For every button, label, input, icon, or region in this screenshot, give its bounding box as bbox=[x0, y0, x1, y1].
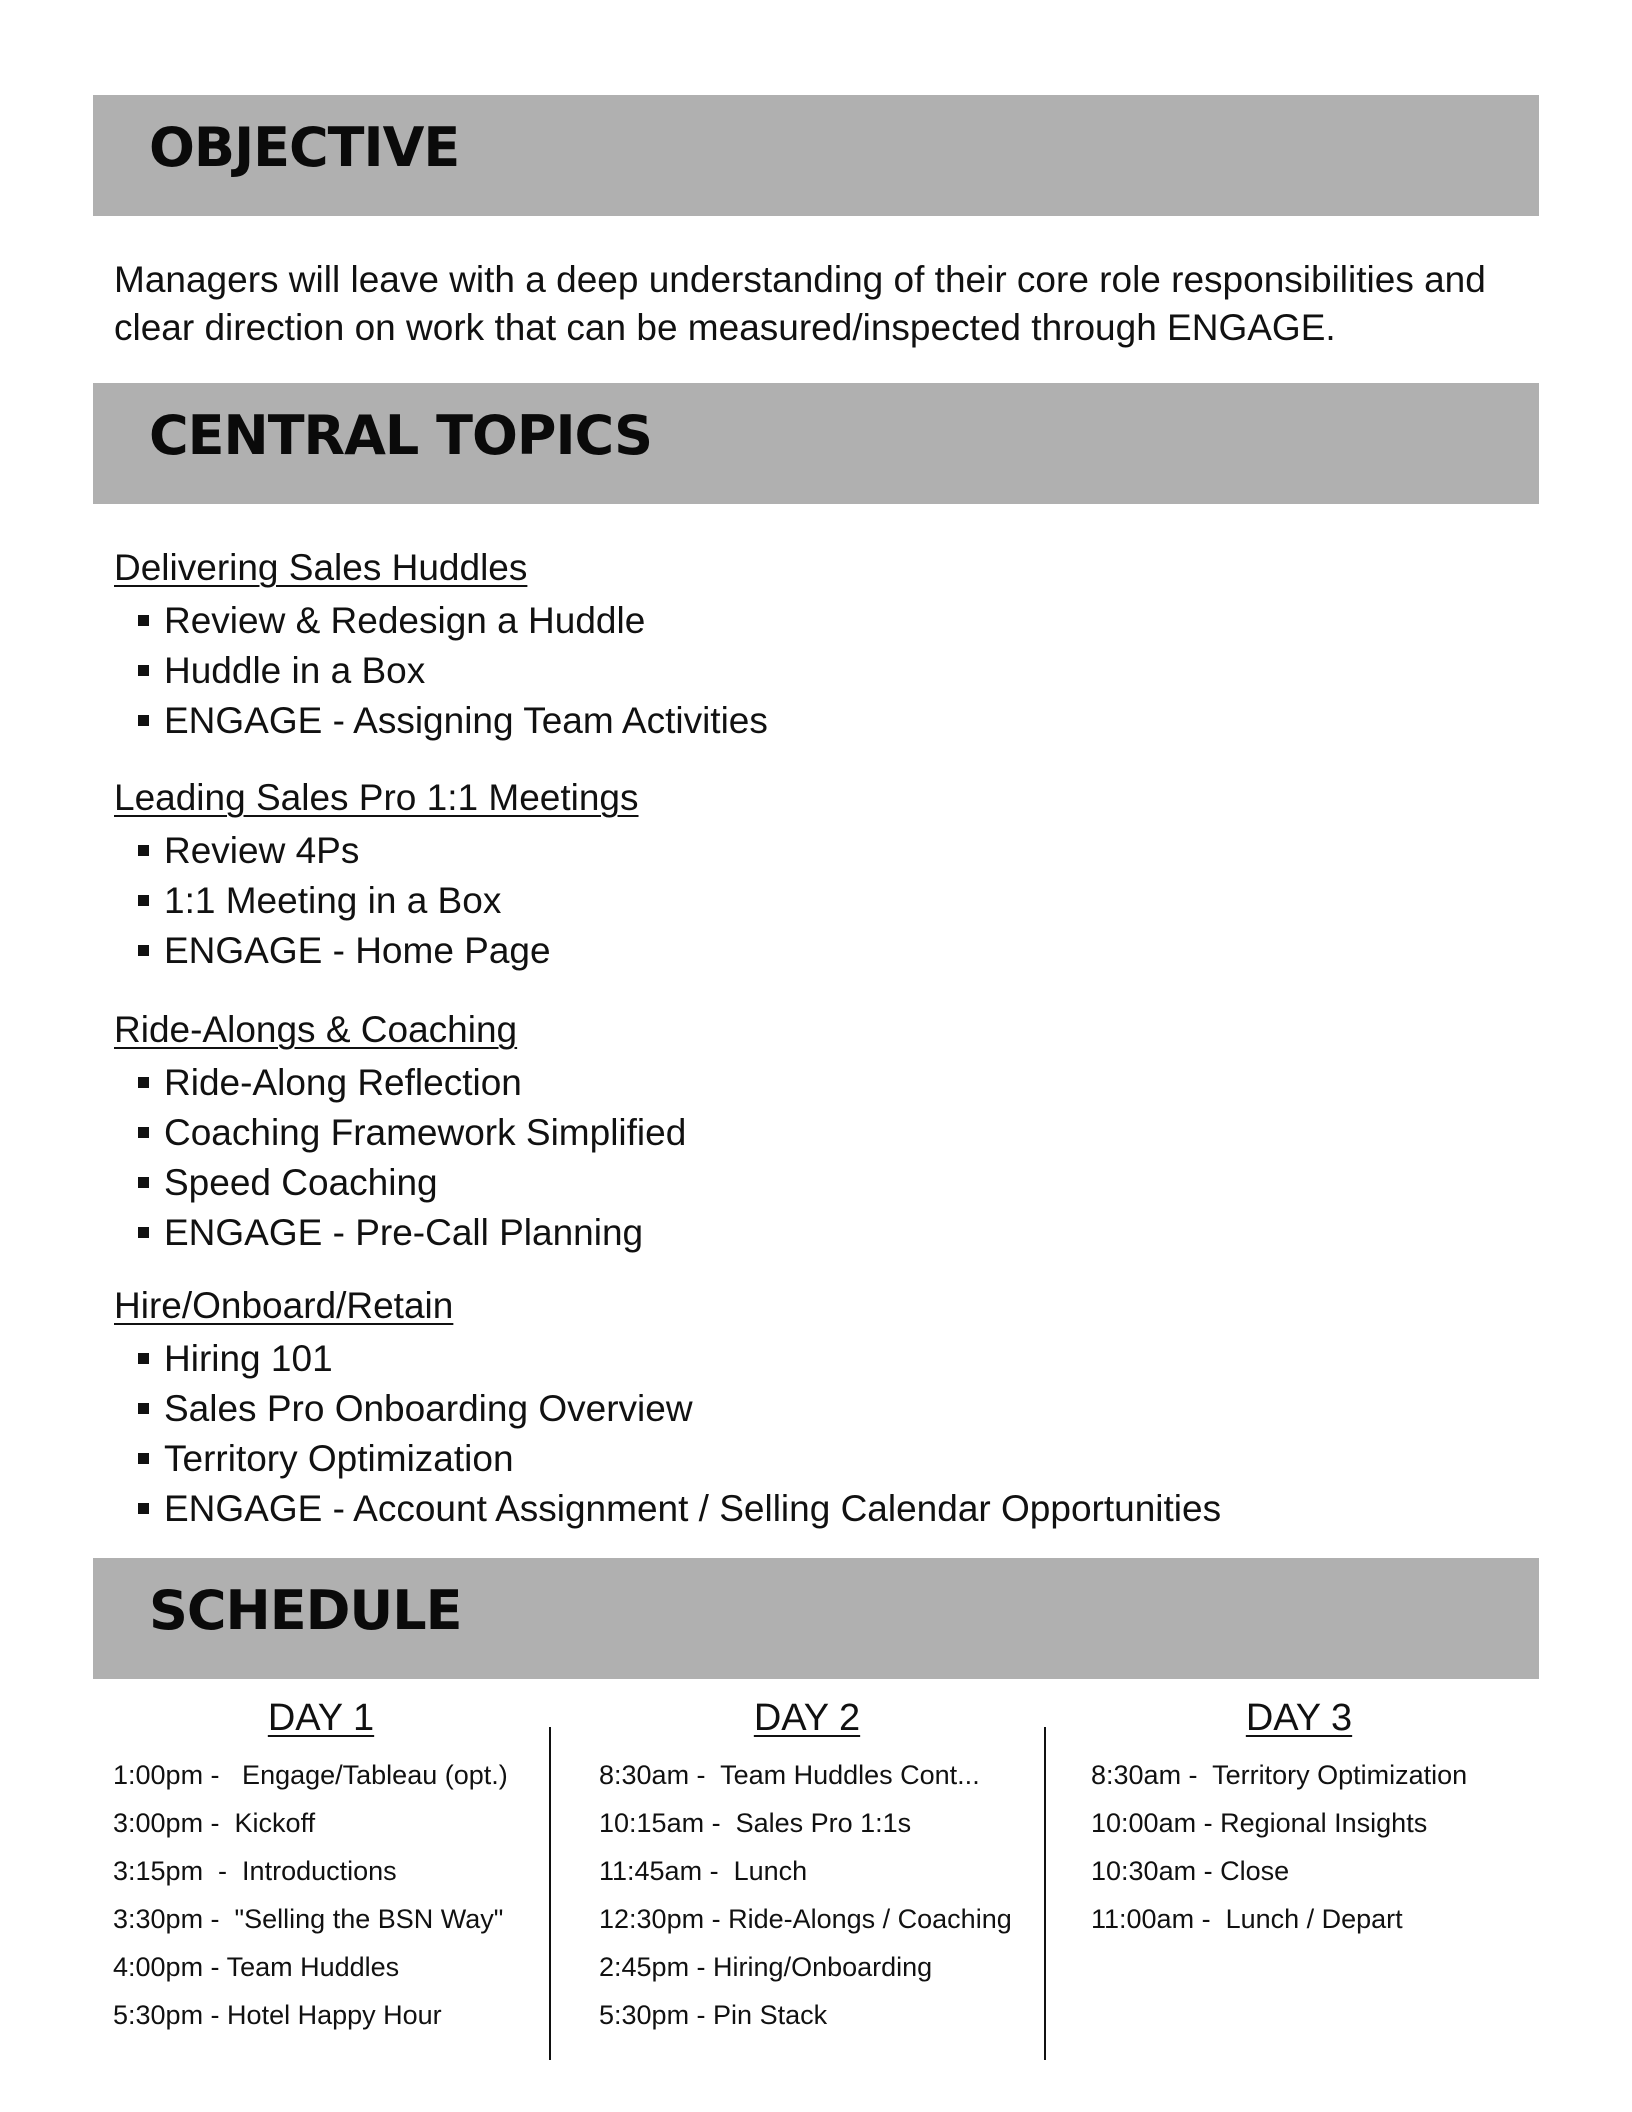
schedule-item: 3:30pm - "Selling the BSN Way" bbox=[113, 1904, 504, 1934]
schedule-header-band bbox=[93, 1558, 1539, 1679]
schedule-item: 11:00am - Lunch / Depart bbox=[1091, 1904, 1403, 1934]
central-topics-header-band bbox=[93, 383, 1539, 504]
schedule-day-2 bbox=[572, 1695, 1042, 2039]
topic-item: Ride-Along Reflection bbox=[114, 1058, 686, 1108]
topic-item: Sales Pro Onboarding Overview bbox=[114, 1384, 1221, 1434]
square-bullet-icon bbox=[138, 1353, 149, 1364]
square-bullet-icon bbox=[138, 845, 149, 856]
topic-title: Delivering Sales Huddles bbox=[114, 547, 528, 588]
topic-item: Hiring 101 bbox=[114, 1334, 1221, 1384]
objective-heading: OBJECTIVE bbox=[149, 116, 460, 179]
schedule-item: 5:30pm - Hotel Happy Hour bbox=[113, 2000, 442, 2030]
topic-item: ENGAGE - Home Page bbox=[114, 926, 639, 976]
square-bullet-icon bbox=[138, 665, 149, 676]
topic-item: ENGAGE - Pre-Call Planning bbox=[114, 1208, 686, 1258]
schedule-item: 3:15pm - Introductions bbox=[113, 1856, 397, 1886]
day-title: DAY 3 bbox=[1245, 1697, 1353, 1739]
column-divider bbox=[1044, 1727, 1046, 2060]
topic-item: Huddle in a Box bbox=[114, 646, 768, 696]
schedule-day-3 bbox=[1064, 1695, 1534, 1943]
schedule-item: 12:30pm - Ride-Alongs / Coaching bbox=[599, 1904, 1012, 1934]
topic-item-list bbox=[114, 596, 768, 746]
schedule-item: 3:00pm - Kickoff bbox=[113, 1808, 316, 1838]
schedule-heading: SCHEDULE bbox=[149, 1579, 462, 1642]
square-bullet-icon bbox=[138, 1227, 149, 1238]
topic-item: Review & Redesign a Huddle bbox=[114, 596, 768, 646]
topic-item: 1:1 Meeting in a Box bbox=[114, 876, 639, 926]
schedule-item: 10:00am - Regional Insights bbox=[1091, 1808, 1428, 1838]
schedule-item: 11:45am - Lunch bbox=[599, 1856, 808, 1886]
schedule-item: 8:30am - Territory Optimization bbox=[1091, 1760, 1468, 1790]
topic-ride-alongs-coaching bbox=[114, 1008, 686, 1258]
topic-item: Review 4Ps bbox=[114, 826, 639, 876]
topic-item-list bbox=[114, 1334, 1221, 1534]
square-bullet-icon bbox=[138, 895, 149, 906]
square-bullet-icon bbox=[138, 715, 149, 726]
topic-item-list bbox=[114, 1058, 686, 1258]
schedule-item: 5:30pm - Pin Stack bbox=[599, 2000, 828, 2030]
topic-title: Hire/Onboard/Retain bbox=[114, 1285, 454, 1326]
schedule-item: 4:00pm - Team Huddles bbox=[113, 1952, 400, 1982]
square-bullet-icon bbox=[138, 615, 149, 626]
square-bullet-icon bbox=[138, 1503, 149, 1514]
square-bullet-icon bbox=[138, 945, 149, 956]
schedule-item: 1:00pm - Engage/Tableau (opt.) bbox=[113, 1760, 508, 1790]
topic-item: Territory Optimization bbox=[114, 1434, 1221, 1484]
square-bullet-icon bbox=[138, 1077, 149, 1088]
day-schedule-list bbox=[572, 1751, 1042, 2039]
schedule-item: 10:15am - Sales Pro 1:1s bbox=[599, 1808, 912, 1838]
topic-title: Leading Sales Pro 1:1 Meetings bbox=[114, 777, 639, 818]
topic-title: Ride-Alongs & Coaching bbox=[114, 1009, 518, 1050]
day-title: DAY 2 bbox=[753, 1697, 861, 1739]
schedule-item: 8:30am - Team Huddles Cont... bbox=[599, 1760, 980, 1790]
schedule-item: 10:30am - Close bbox=[1091, 1856, 1290, 1886]
objective-text: Managers will leave with a deep understanding of their core role responsibilities and clear direction on work that can be measured/inspected through ENGAGE. bbox=[114, 259, 1486, 348]
schedule-day-1 bbox=[86, 1695, 556, 2039]
topic-item: ENGAGE - Account Assignment / Selling Calendar Opportunities bbox=[114, 1484, 1221, 1534]
column-divider bbox=[549, 1727, 551, 2060]
topic-item: ENGAGE - Assigning Team Activities bbox=[114, 696, 768, 746]
central-topics-heading: CENTRAL TOPICS bbox=[149, 404, 653, 467]
square-bullet-icon bbox=[138, 1403, 149, 1414]
day-title: DAY 1 bbox=[267, 1697, 375, 1739]
schedule-item: 2:45pm - Hiring/Onboarding bbox=[599, 1952, 933, 1982]
day-schedule-list bbox=[1064, 1751, 1534, 1943]
objective-header-band bbox=[93, 95, 1539, 216]
square-bullet-icon bbox=[138, 1177, 149, 1188]
topic-item-list bbox=[114, 826, 639, 976]
day-schedule-list bbox=[86, 1751, 556, 2039]
square-bullet-icon bbox=[138, 1127, 149, 1138]
topic-delivering-sales-huddles bbox=[114, 546, 768, 746]
topic-item: Coaching Framework Simplified bbox=[114, 1108, 686, 1158]
topic-leading-sales-pro-meetings bbox=[114, 776, 639, 976]
topic-item: Speed Coaching bbox=[114, 1158, 686, 1208]
square-bullet-icon bbox=[138, 1453, 149, 1464]
topic-hire-onboard-retain bbox=[114, 1284, 1221, 1534]
